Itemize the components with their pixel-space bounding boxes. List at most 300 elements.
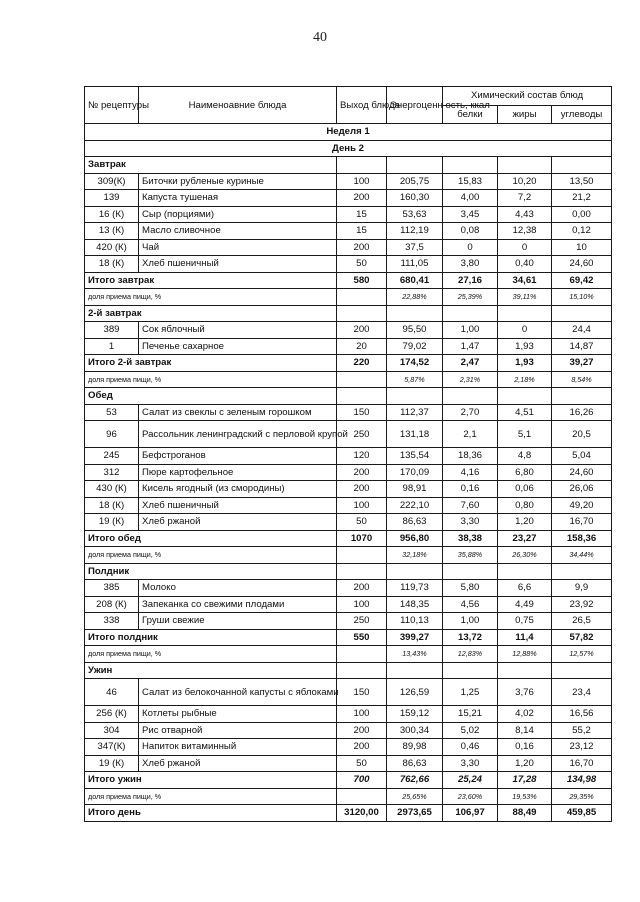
- dish-protein: 4,16: [443, 464, 498, 481]
- meal-total-energy: 399,27: [387, 629, 443, 646]
- empty-cell: [552, 563, 612, 580]
- recipe-no: 309(К): [85, 173, 139, 190]
- dish-fat: 4,8: [498, 448, 552, 465]
- meal-total-protein: 27,16: [443, 272, 498, 289]
- meal-total-protein: 2,47: [443, 355, 498, 372]
- dish-fat: 0,16: [498, 739, 552, 756]
- dish-protein: 0,08: [443, 223, 498, 240]
- dish-name: Напиток витаминный: [139, 739, 337, 756]
- dish-portion: 250: [337, 613, 387, 630]
- dish-name: Салат из белокочанной капусты с яблоками: [139, 679, 337, 706]
- empty-cell: [337, 388, 387, 405]
- day-total-row: [85, 805, 612, 822]
- empty-cell: [443, 305, 498, 322]
- empty-cell: [387, 388, 443, 405]
- empty-cell: [337, 563, 387, 580]
- empty-cell: [443, 563, 498, 580]
- dish-carbs: 5,04: [552, 448, 612, 465]
- dish-row: [85, 580, 612, 597]
- dish-protein: 4,56: [443, 596, 498, 613]
- meal-share-carbs: 34,44%: [552, 547, 612, 564]
- dish-carbs: 16,26: [552, 404, 612, 421]
- dish-protein: 3,80: [443, 256, 498, 273]
- meal-total-fat: 34,61: [498, 272, 552, 289]
- dish-name: Сыр (порциями): [139, 206, 337, 223]
- recipe-no: 16 (К): [85, 206, 139, 223]
- dish-name: Хлеб ржаной: [139, 755, 337, 772]
- dish-protein: 4,00: [443, 190, 498, 207]
- meal-total-carbs: 158,36: [552, 530, 612, 547]
- dish-name: Котлеты рыбные: [139, 706, 337, 723]
- dish-protein: 15,21: [443, 706, 498, 723]
- dish-row: [85, 514, 612, 531]
- dish-protein: 1,25: [443, 679, 498, 706]
- meal-title: Обед: [85, 388, 337, 405]
- recipe-no: 256 (К): [85, 706, 139, 723]
- meal-share-carbs: 29,35%: [552, 788, 612, 805]
- meal-total-label: Итого ужин: [85, 772, 337, 789]
- empty-cell: [337, 305, 387, 322]
- dish-fat: 12,38: [498, 223, 552, 240]
- dish-energy: 119,73: [387, 580, 443, 597]
- dish-energy: 89,98: [387, 739, 443, 756]
- day-total-energy: 2973,65: [387, 805, 443, 822]
- dish-row: [85, 706, 612, 723]
- meal-share-protein: 25,39%: [443, 289, 498, 306]
- empty-cell: [498, 388, 552, 405]
- dish-protein: 2,70: [443, 404, 498, 421]
- meal-total-fat: 1,93: [498, 355, 552, 372]
- empty-cell: [337, 289, 387, 306]
- dish-row: [85, 256, 612, 273]
- dish-carbs: 24,4: [552, 322, 612, 339]
- recipe-no: 139: [85, 190, 139, 207]
- dish-name: Пюре картофельное: [139, 464, 337, 481]
- recipe-no: 1: [85, 338, 139, 355]
- dish-name: Масло сливочное: [139, 223, 337, 240]
- meal-share-carbs: 15,10%: [552, 289, 612, 306]
- meal-total-row: [85, 629, 612, 646]
- dish-carbs: 10: [552, 239, 612, 256]
- dish-name: Хлеб пшеничный: [139, 256, 337, 273]
- dish-name: Биточки рубленые куриные: [139, 173, 337, 190]
- dish-energy: 110,13: [387, 613, 443, 630]
- dish-energy: 160,30: [387, 190, 443, 207]
- dish-fat: 1,20: [498, 755, 552, 772]
- recipe-no: 53: [85, 404, 139, 421]
- meal-title: 2-й завтрак: [85, 305, 337, 322]
- dish-row: [85, 613, 612, 630]
- empty-cell: [443, 662, 498, 679]
- dish-protein: 1,00: [443, 322, 498, 339]
- meal-share-label: доля приема пищи, %: [85, 547, 337, 564]
- meal-share-label: доля приема пищи, %: [85, 788, 337, 805]
- meal-total-energy: 680,41: [387, 272, 443, 289]
- dish-energy: 112,37: [387, 404, 443, 421]
- meal-header-row: [85, 305, 612, 322]
- dish-energy: 222,10: [387, 497, 443, 514]
- dish-fat: 1,20: [498, 514, 552, 531]
- empty-cell: [387, 563, 443, 580]
- dish-fat: 4,51: [498, 404, 552, 421]
- empty-cell: [552, 157, 612, 174]
- meal-total-fat: 17,28: [498, 772, 552, 789]
- dish-row: [85, 404, 612, 421]
- meal-share-energy: 5,87%: [387, 371, 443, 388]
- header-fat: жиры: [498, 105, 552, 124]
- recipe-no: 430 (К): [85, 481, 139, 498]
- meal-share-protein: 2,31%: [443, 371, 498, 388]
- dish-portion: 150: [337, 679, 387, 706]
- header-protein: белки: [443, 105, 498, 124]
- meal-share-energy: 32,18%: [387, 547, 443, 564]
- header-energy: Энергоценн ость, ккал: [387, 87, 443, 124]
- dish-energy: 126,59: [387, 679, 443, 706]
- dish-carbs: 16,56: [552, 706, 612, 723]
- dish-name: Молоко: [139, 580, 337, 597]
- meal-total-portion: 220: [337, 355, 387, 372]
- dish-name: Бефстроганов: [139, 448, 337, 465]
- dish-row: [85, 679, 612, 706]
- recipe-no: 208 (К): [85, 596, 139, 613]
- dish-carbs: 21,2: [552, 190, 612, 207]
- dish-carbs: 23,4: [552, 679, 612, 706]
- recipe-no: 18 (К): [85, 256, 139, 273]
- meal-share-energy: 25,65%: [387, 788, 443, 805]
- dish-energy: 37,5: [387, 239, 443, 256]
- dish-name: Рассольник ленинградский с перловой крупой: [139, 421, 337, 448]
- dish-fat: 8,14: [498, 722, 552, 739]
- header-dish-name: Наименоавние блюда: [139, 87, 337, 124]
- empty-cell: [337, 662, 387, 679]
- meal-total-row: [85, 272, 612, 289]
- dish-carbs: 55,2: [552, 722, 612, 739]
- dish-row: [85, 173, 612, 190]
- meal-share-row: [85, 371, 612, 388]
- dish-portion: 200: [337, 481, 387, 498]
- meal-total-label: Итого полдник: [85, 629, 337, 646]
- recipe-no: 18 (К): [85, 497, 139, 514]
- meal-share-carbs: 8,54%: [552, 371, 612, 388]
- dish-fat: 6,6: [498, 580, 552, 597]
- dish-energy: 131,18: [387, 421, 443, 448]
- dish-energy: 205,75: [387, 173, 443, 190]
- dish-energy: 112,19: [387, 223, 443, 240]
- meal-share-protein: 12,83%: [443, 646, 498, 663]
- dish-protein: 15,83: [443, 173, 498, 190]
- dish-portion: 20: [337, 338, 387, 355]
- dish-carbs: 26,5: [552, 613, 612, 630]
- empty-cell: [387, 662, 443, 679]
- empty-cell: [552, 662, 612, 679]
- dish-portion: 15: [337, 206, 387, 223]
- menu-table-body: [85, 87, 612, 822]
- dish-portion: 200: [337, 322, 387, 339]
- meal-header-row: [85, 563, 612, 580]
- meal-total-fat: 11,4: [498, 629, 552, 646]
- day-total-fat: 88,49: [498, 805, 552, 822]
- meal-total-carbs: 39,27: [552, 355, 612, 372]
- recipe-no: 304: [85, 722, 139, 739]
- meal-share-fat: 19,53%: [498, 788, 552, 805]
- empty-cell: [498, 662, 552, 679]
- dish-fat: 3,76: [498, 679, 552, 706]
- header-carbs: углеводы: [552, 105, 612, 124]
- meal-total-portion: 700: [337, 772, 387, 789]
- dish-carbs: 9,9: [552, 580, 612, 597]
- dish-protein: 7,60: [443, 497, 498, 514]
- recipe-no: 385: [85, 580, 139, 597]
- dish-portion: 100: [337, 596, 387, 613]
- dish-energy: 79,02: [387, 338, 443, 355]
- dish-portion: 15: [337, 223, 387, 240]
- dish-portion: 100: [337, 173, 387, 190]
- meal-header-row: [85, 388, 612, 405]
- dish-protein: 5,02: [443, 722, 498, 739]
- dish-fat: 0: [498, 239, 552, 256]
- meal-total-portion: 550: [337, 629, 387, 646]
- meal-total-label: Итого 2-й завтрак: [85, 355, 337, 372]
- meal-share-fat: 39,11%: [498, 289, 552, 306]
- meal-share-label: доля приема пищи, %: [85, 289, 337, 306]
- recipe-no: 13 (К): [85, 223, 139, 240]
- header-portion: Выход блюда: [337, 87, 387, 124]
- meal-share-row: [85, 788, 612, 805]
- meal-total-carbs: 134,98: [552, 772, 612, 789]
- dish-portion: 250: [337, 421, 387, 448]
- dish-portion: 200: [337, 239, 387, 256]
- dish-row: [85, 464, 612, 481]
- dish-name: Чай: [139, 239, 337, 256]
- empty-cell: [498, 157, 552, 174]
- dish-name: Хлеб ржаной: [139, 514, 337, 531]
- dish-portion: 200: [337, 739, 387, 756]
- dish-row: [85, 481, 612, 498]
- meal-total-energy: 762,66: [387, 772, 443, 789]
- dish-carbs: 49,20: [552, 497, 612, 514]
- dish-fat: 4,02: [498, 706, 552, 723]
- empty-cell: [443, 157, 498, 174]
- dish-protein: 3,30: [443, 514, 498, 531]
- recipe-no: 46: [85, 679, 139, 706]
- dish-protein: 0,16: [443, 481, 498, 498]
- meal-total-label: Итого обед: [85, 530, 337, 547]
- dish-portion: 150: [337, 404, 387, 421]
- dish-carbs: 14,87: [552, 338, 612, 355]
- dish-portion: 50: [337, 256, 387, 273]
- dish-protein: 1,00: [443, 613, 498, 630]
- meal-share-energy: 13,43%: [387, 646, 443, 663]
- dish-fat: 4,43: [498, 206, 552, 223]
- meal-total-label: Итого завтрак: [85, 272, 337, 289]
- week-row: [85, 124, 612, 141]
- recipe-no: 420 (К): [85, 239, 139, 256]
- dish-protein: 3,45: [443, 206, 498, 223]
- dish-name: Салат из свеклы с зеленым горошком: [139, 404, 337, 421]
- meal-share-label: доля приема пищи, %: [85, 646, 337, 663]
- dish-fat: 5,1: [498, 421, 552, 448]
- meal-total-portion: 580: [337, 272, 387, 289]
- empty-cell: [498, 563, 552, 580]
- dish-name: Капуста тушеная: [139, 190, 337, 207]
- dish-fat: 4,49: [498, 596, 552, 613]
- dish-carbs: 23,92: [552, 596, 612, 613]
- empty-cell: [387, 305, 443, 322]
- dish-carbs: 16,70: [552, 755, 612, 772]
- dish-energy: 148,35: [387, 596, 443, 613]
- dish-row: [85, 722, 612, 739]
- recipe-no: 389: [85, 322, 139, 339]
- dish-energy: 159,12: [387, 706, 443, 723]
- meal-total-portion: 1070: [337, 530, 387, 547]
- dish-carbs: 16,70: [552, 514, 612, 531]
- recipe-no: 19 (К): [85, 755, 139, 772]
- dish-name: Запеканка со свежими плодами: [139, 596, 337, 613]
- dish-row: [85, 739, 612, 756]
- dish-energy: 95,50: [387, 322, 443, 339]
- dish-name: Кисель ягодный (из смородины): [139, 481, 337, 498]
- recipe-no: 96: [85, 421, 139, 448]
- dish-energy: 111,05: [387, 256, 443, 273]
- dish-row: [85, 448, 612, 465]
- dish-energy: 170,09: [387, 464, 443, 481]
- dish-portion: 50: [337, 755, 387, 772]
- dish-energy: 135,54: [387, 448, 443, 465]
- day-total-label: Итого день: [85, 805, 337, 822]
- dish-fat: 0,80: [498, 497, 552, 514]
- page-number: 40: [313, 30, 327, 45]
- dish-carbs: 20,5: [552, 421, 612, 448]
- dish-protein: 1,47: [443, 338, 498, 355]
- dish-row: [85, 239, 612, 256]
- dish-row: [85, 322, 612, 339]
- meal-total-protein: 13,72: [443, 629, 498, 646]
- dish-row: [85, 223, 612, 240]
- dish-carbs: 0,00: [552, 206, 612, 223]
- dish-energy: 300,34: [387, 722, 443, 739]
- meal-share-fat: 2,18%: [498, 371, 552, 388]
- dish-energy: 86,63: [387, 755, 443, 772]
- menu-table: [84, 86, 612, 822]
- dish-carbs: 24,60: [552, 256, 612, 273]
- empty-cell: [337, 646, 387, 663]
- dish-row: [85, 755, 612, 772]
- dish-protein: 5,80: [443, 580, 498, 597]
- meal-total-carbs: 57,82: [552, 629, 612, 646]
- dish-row: [85, 497, 612, 514]
- meal-total-carbs: 69,42: [552, 272, 612, 289]
- meal-total-row: [85, 355, 612, 372]
- empty-cell: [337, 547, 387, 564]
- recipe-no: 338: [85, 613, 139, 630]
- dish-carbs: 23,12: [552, 739, 612, 756]
- meal-share-protein: 23,60%: [443, 788, 498, 805]
- dish-carbs: 0,12: [552, 223, 612, 240]
- dish-fat: 0,40: [498, 256, 552, 273]
- recipe-no: 312: [85, 464, 139, 481]
- recipe-no: 347(К): [85, 739, 139, 756]
- header-chem: Химический состав блюд: [443, 87, 612, 106]
- empty-cell: [443, 388, 498, 405]
- header-row: [85, 87, 612, 106]
- dish-name: Рис отварной: [139, 722, 337, 739]
- meal-share-carbs: 12,57%: [552, 646, 612, 663]
- dish-row: [85, 206, 612, 223]
- dish-portion: 100: [337, 497, 387, 514]
- dish-energy: 53,63: [387, 206, 443, 223]
- meal-total-protein: 25,24: [443, 772, 498, 789]
- meal-total-fat: 23,27: [498, 530, 552, 547]
- dish-row: [85, 338, 612, 355]
- dish-portion: 50: [337, 514, 387, 531]
- dish-protein: 0,46: [443, 739, 498, 756]
- dish-fat: 0,06: [498, 481, 552, 498]
- meal-total-row: [85, 772, 612, 789]
- dish-portion: 200: [337, 580, 387, 597]
- header-recipe-no: № рецептуры: [85, 87, 139, 124]
- dish-fat: 1,93: [498, 338, 552, 355]
- empty-cell: [337, 371, 387, 388]
- day-label: День 2: [85, 140, 612, 157]
- day-row: [85, 140, 612, 157]
- dish-fat: 6,80: [498, 464, 552, 481]
- meal-title: Ужин: [85, 662, 337, 679]
- dish-portion: 100: [337, 706, 387, 723]
- meal-share-energy: 22,88%: [387, 289, 443, 306]
- dish-carbs: 26,06: [552, 481, 612, 498]
- meal-share-label: доля приема пищи, %: [85, 371, 337, 388]
- dish-protein: 3,30: [443, 755, 498, 772]
- meal-header-row: [85, 662, 612, 679]
- day-total-protein: 106,97: [443, 805, 498, 822]
- meal-total-energy: 174,52: [387, 355, 443, 372]
- day-total-carbs: 459,85: [552, 805, 612, 822]
- dish-carbs: 13,50: [552, 173, 612, 190]
- meal-total-protein: 38,38: [443, 530, 498, 547]
- meal-share-fat: 12,88%: [498, 646, 552, 663]
- meal-total-row: [85, 530, 612, 547]
- dish-fat: 10,20: [498, 173, 552, 190]
- empty-cell: [552, 388, 612, 405]
- day-total-portion: 3120,00: [337, 805, 387, 822]
- dish-carbs: 24,60: [552, 464, 612, 481]
- dish-name: Груши свежие: [139, 613, 337, 630]
- dish-row: [85, 190, 612, 207]
- dish-portion: 200: [337, 464, 387, 481]
- meal-title: Полдник: [85, 563, 337, 580]
- week-label: Неделя 1: [85, 124, 612, 141]
- dish-fat: 7,2: [498, 190, 552, 207]
- meal-share-row: [85, 646, 612, 663]
- dish-name: Хлеб пшеничный: [139, 497, 337, 514]
- dish-protein: 0: [443, 239, 498, 256]
- recipe-no: 19 (К): [85, 514, 139, 531]
- empty-cell: [387, 157, 443, 174]
- meal-title: Завтрак: [85, 157, 337, 174]
- dish-portion: 200: [337, 722, 387, 739]
- empty-cell: [337, 157, 387, 174]
- meal-share-row: [85, 547, 612, 564]
- meal-share-protein: 35,88%: [443, 547, 498, 564]
- meal-header-row: [85, 157, 612, 174]
- dish-name: Сок яблочный: [139, 322, 337, 339]
- dish-portion: 200: [337, 190, 387, 207]
- dish-portion: 120: [337, 448, 387, 465]
- dish-fat: 0,75: [498, 613, 552, 630]
- dish-name: Печенье сахарное: [139, 338, 337, 355]
- empty-cell: [337, 788, 387, 805]
- dish-row: [85, 596, 612, 613]
